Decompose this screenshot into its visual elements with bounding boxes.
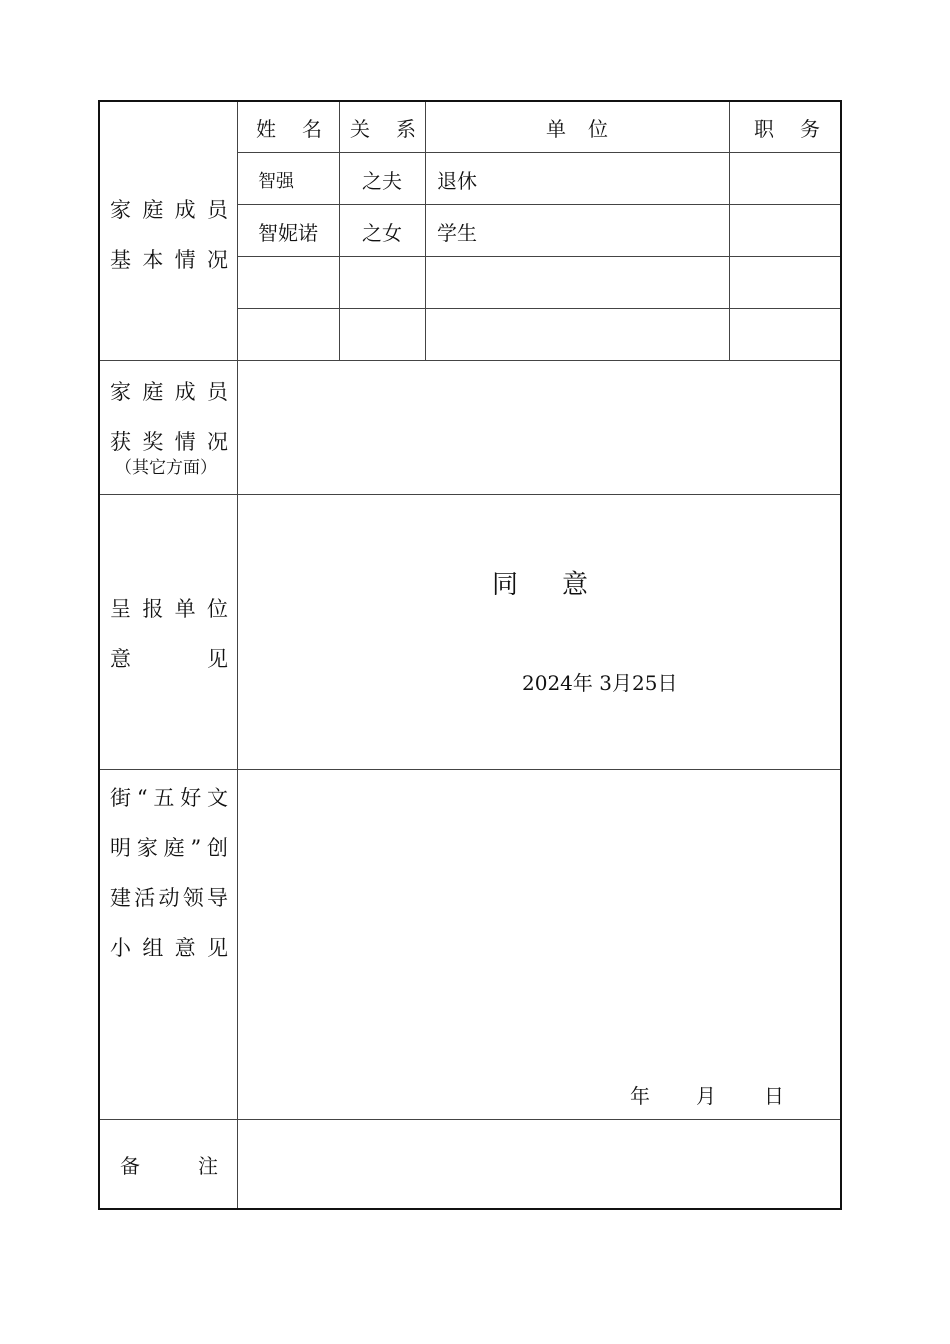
glyph: 庭: [142, 380, 164, 404]
member-name: 智妮诺: [258, 221, 318, 245]
glyph: 创: [207, 836, 228, 860]
column-divider: [339, 102, 340, 360]
label-line: [110, 432, 228, 460]
remarks-label: [120, 1156, 218, 1176]
header-unit: [546, 119, 608, 139]
glyph: 小: [110, 936, 131, 960]
row-divider: [238, 152, 840, 153]
label-line: [110, 200, 228, 250]
glyph: 动: [158, 886, 180, 910]
label-line: [110, 382, 228, 432]
family-form-table: [98, 100, 842, 1210]
glyph: 庭: [142, 198, 164, 222]
glyph: 活: [134, 886, 156, 910]
column-divider: [729, 102, 730, 360]
glyph: 奖: [142, 430, 164, 454]
header-relation: [350, 119, 416, 139]
glyph: 成: [174, 380, 196, 404]
label-line: [110, 938, 228, 988]
glyph: 况: [206, 430, 228, 454]
label-line: [110, 788, 228, 838]
glyph: 同: [492, 570, 519, 600]
date-month-unit: 月: [612, 671, 632, 695]
glyph: 庭: [163, 836, 185, 860]
glyph: 系: [396, 117, 416, 141]
glyph: 家: [110, 198, 131, 222]
label-line: [110, 599, 228, 649]
glyph: 关: [350, 117, 370, 141]
glyph: 基: [110, 248, 131, 272]
row-divider: [238, 204, 840, 205]
date-year-unit: 年: [572, 671, 593, 695]
member-unit: 学生: [437, 221, 477, 245]
date-month: 3: [599, 671, 612, 695]
member-relation: 之夫: [362, 169, 402, 193]
glyph: 好: [180, 786, 202, 810]
glyph: 备: [120, 1154, 140, 1178]
section-label-leadership-opinion: [110, 788, 228, 988]
glyph: 领: [182, 886, 204, 910]
glyph: 见: [206, 936, 228, 960]
label-line: [110, 250, 228, 300]
column-divider: [425, 102, 426, 360]
glyph: 报: [142, 597, 164, 621]
date-year: 2024: [522, 671, 573, 695]
glyph: 导: [207, 886, 228, 910]
glyph: 意: [561, 570, 588, 600]
glyph: 家: [110, 380, 131, 404]
row-divider: [238, 256, 840, 257]
section-divider: [100, 360, 840, 361]
glyph: “: [136, 786, 148, 810]
date-day: 25: [632, 671, 658, 695]
glyph: 单: [546, 117, 566, 141]
glyph: 员: [206, 380, 228, 404]
glyph: 家: [136, 836, 158, 860]
header-name: [256, 119, 322, 139]
glyph: 位: [206, 597, 228, 621]
unit-opinion-date: [522, 673, 677, 693]
glyph: 情: [174, 248, 196, 272]
glyph: 呈: [110, 597, 131, 621]
glyph: 职: [754, 117, 774, 141]
section-label-awards: [110, 382, 228, 477]
leadership-date-day: 日: [764, 1084, 784, 1108]
member-name: 智强: [258, 171, 294, 192]
glyph: 街: [110, 786, 131, 810]
glyph: 本: [142, 248, 164, 272]
glyph: 见: [207, 647, 228, 671]
glyph: 成: [174, 198, 196, 222]
glyph: 组: [142, 936, 164, 960]
glyph: 获: [110, 430, 131, 454]
date-day-unit: 日: [657, 671, 678, 695]
glyph: 况: [206, 248, 228, 272]
leadership-date-month: 月: [696, 1084, 716, 1108]
leadership-date-year: 年: [630, 1084, 650, 1108]
glyph: 注: [198, 1154, 218, 1178]
row-divider: [238, 308, 840, 309]
section-divider: [100, 1119, 840, 1120]
glyph: 名: [302, 117, 322, 141]
glyph: 意: [110, 647, 131, 671]
header-position: [754, 119, 820, 139]
unit-opinion-text: [492, 572, 588, 598]
glyph: 情: [174, 430, 196, 454]
label-column-divider: [237, 102, 238, 1208]
section-label-unit-opinion: [110, 599, 228, 699]
label-line: [110, 649, 228, 699]
glyph: 姓: [256, 117, 276, 141]
glyph: 务: [800, 117, 820, 141]
glyph: 单: [174, 597, 196, 621]
label-line: [110, 888, 228, 938]
glyph: 五: [153, 786, 175, 810]
glyph: 文: [207, 786, 228, 810]
member-relation: 之女: [362, 221, 402, 245]
glyph: 建: [110, 886, 131, 910]
label-line: [110, 838, 228, 888]
member-unit: 退休: [437, 169, 477, 193]
section-label-family-members: [110, 200, 228, 300]
glyph: 位: [588, 117, 608, 141]
glyph: ”: [190, 836, 202, 860]
glyph: 明: [110, 836, 131, 860]
section-divider: [100, 494, 840, 495]
label-note: （其它方面）: [115, 458, 217, 478]
glyph: 员: [206, 198, 228, 222]
glyph: 意: [174, 936, 196, 960]
section-divider: [100, 769, 840, 770]
